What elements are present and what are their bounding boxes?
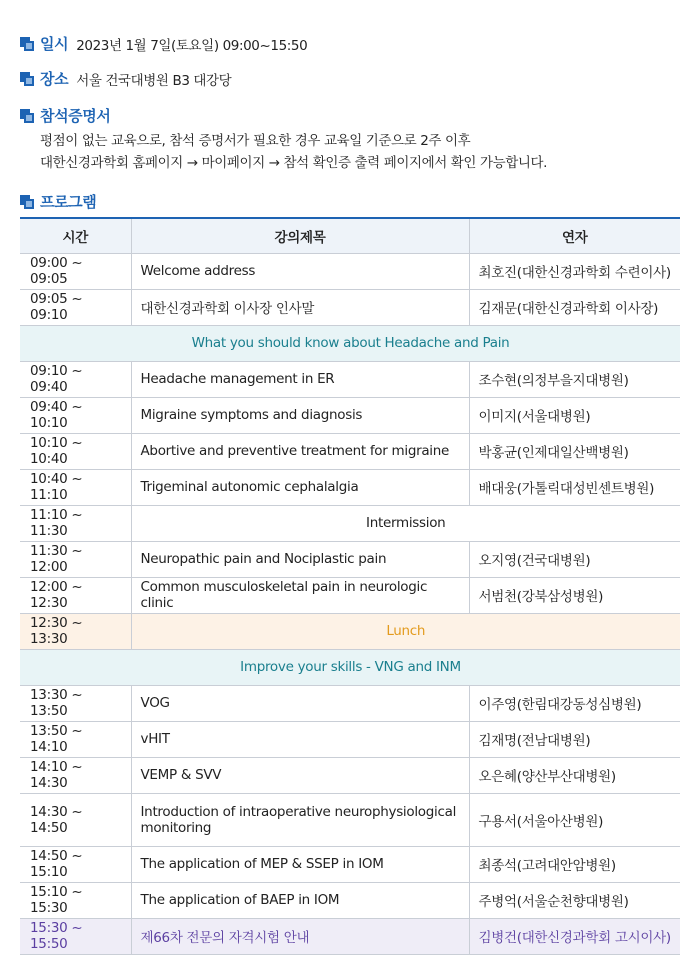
program-heading: [20, 191, 104, 212]
table-row: [20, 613, 680, 649]
lecture-title-cell: Abortive and preventive treatment for migraine: [131, 433, 469, 469]
speaker-cell: 배대웅(가톨릭대성빈센트병원): [469, 469, 680, 505]
speaker-cell: 이미지(서울대병원): [469, 397, 680, 433]
lecture-title-cell: VOG: [131, 685, 469, 721]
lecture-title-cell: Headache management in ER: [131, 361, 469, 397]
lecture-title-cell: Trigeminal autonomic cephalalgia: [131, 469, 469, 505]
speaker-cell: 박홍균(인제대일산백병원): [469, 433, 680, 469]
table-row: [20, 882, 680, 918]
table-row: [20, 757, 680, 793]
time-cell: 14:50 ~ 15:10: [20, 846, 131, 882]
time-cell: 15:10 ~ 15:30: [20, 882, 131, 918]
speaker-cell: 오지영(건국대병원): [469, 541, 680, 577]
speaker-cell: 이주영(한림대강동성심병원): [469, 685, 680, 721]
speaker-cell: 서범천(강북삼성병원): [469, 577, 680, 613]
venue-value: 서울 건국대병원 B3 대강당: [76, 72, 232, 89]
speaker-cell: 최호진(대한신경과학회 수련이사): [469, 253, 680, 289]
lecture-title-cell: Welcome address: [131, 253, 469, 289]
lecture-title-cell: Lunch: [131, 613, 680, 649]
certificate-line-2: 대한신경과학회 홈페이지 → 마이페이지 → 참석 확인증 출력 페이지에서 확인 가능합니다.: [40, 155, 548, 171]
table-row: [20, 846, 680, 882]
certificate-heading: [20, 105, 118, 126]
table-row: [20, 541, 680, 577]
certificate-line-1: 평점이 없는 교육으로, 참석 증명서가 필요한 경우 교육일 기준으로 2주 이후: [40, 133, 471, 149]
table-row: [20, 685, 680, 721]
table-row: [20, 577, 680, 613]
speaker-cell: 오은혜(양산부산대병원): [469, 757, 680, 793]
time-cell: 10:10 ~ 10:40: [20, 433, 131, 469]
time-cell: 13:30 ~ 13:50: [20, 685, 131, 721]
time-cell: 12:30 ~ 13:30: [20, 613, 131, 649]
lecture-title-cell: 제66차 전문의 자격시험 안내: [131, 918, 469, 954]
datetime-value: 2023년 1월 7일(토요일) 09:00~15:50: [76, 37, 308, 54]
program-table: [20, 217, 680, 955]
lecture-title-cell: Common musculoskeletal pain in neurologic clinic: [131, 577, 469, 613]
table-row: [20, 397, 680, 433]
lecture-title-cell: Introduction of intraoperative neurophysiological monitoring: [131, 793, 469, 846]
program-label: 프로그램: [40, 193, 97, 211]
header-time: 시간: [20, 218, 131, 253]
table-row: [20, 289, 680, 325]
section-row: [20, 649, 680, 685]
table-row: [20, 793, 680, 846]
program-table-body: [20, 253, 680, 954]
header-speaker: 연자: [469, 218, 680, 253]
time-cell: 14:10 ~ 14:30: [20, 757, 131, 793]
time-cell: 09:40 ~ 10:10: [20, 397, 131, 433]
speaker-cell: 김재문(대한신경과학회 이사장): [469, 289, 680, 325]
table-row: [20, 361, 680, 397]
speaker-cell: 최종석(고려대안암병원): [469, 846, 680, 882]
lecture-title-cell: vHIT: [131, 721, 469, 757]
section-title: Improve your skills - VNG and INM: [20, 649, 680, 685]
lecture-title-cell: 대한신경과학회 이사장 인사말: [131, 289, 469, 325]
datetime-line: [20, 33, 307, 54]
time-cell: 13:50 ~ 14:10: [20, 721, 131, 757]
section-row: [20, 325, 680, 361]
lecture-title-cell: The application of MEP & SSEP in IOM: [131, 846, 469, 882]
section-title: What you should know about Headache and Pain: [20, 325, 680, 361]
lecture-title-cell: Migraine symptoms and diagnosis: [131, 397, 469, 433]
speaker-cell: 주병억(서울순천향대병원): [469, 882, 680, 918]
datetime-label: 일시: [40, 35, 69, 53]
time-cell: 09:10 ~ 09:40: [20, 361, 131, 397]
time-cell: 11:30 ~ 12:00: [20, 541, 131, 577]
header-title: 강의제목: [131, 218, 469, 253]
table-row: [20, 918, 680, 954]
time-cell: 14:30 ~ 14:50: [20, 793, 131, 846]
lecture-title-cell: Neuropathic pain and Nociplastic pain: [131, 541, 469, 577]
section-bullet-icon: [20, 37, 34, 51]
time-cell: 11:10 ~ 11:30: [20, 505, 131, 541]
time-cell: 12:00 ~ 12:30: [20, 577, 131, 613]
lecture-title-cell: The application of BAEP in IOM: [131, 882, 469, 918]
speaker-cell: 김병건(대한신경과학회 고시이사): [469, 918, 680, 954]
table-header-row: [20, 218, 680, 253]
table-row: [20, 253, 680, 289]
table-row: [20, 505, 680, 541]
section-bullet-icon: [20, 195, 34, 209]
speaker-cell: 김재명(전남대병원): [469, 721, 680, 757]
lecture-title-cell: VEMP & SVV: [131, 757, 469, 793]
certificate-text: [40, 130, 547, 174]
time-cell: 10:40 ~ 11:10: [20, 469, 131, 505]
section-bullet-icon: [20, 109, 34, 123]
table-row: [20, 721, 680, 757]
certificate-label: 참석증명서: [40, 107, 111, 125]
table-row: [20, 433, 680, 469]
section-bullet-icon: [20, 72, 34, 86]
time-cell: 15:30 ~ 15:50: [20, 918, 131, 954]
speaker-cell: 조수현(의정부을지대병원): [469, 361, 680, 397]
time-cell: 09:05 ~ 09:10: [20, 289, 131, 325]
table-row: [20, 469, 680, 505]
venue-line: [20, 68, 231, 89]
time-cell: 09:00 ~ 09:05: [20, 253, 131, 289]
speaker-cell: 구용서(서울아산병원): [469, 793, 680, 846]
lecture-title-cell: Intermission: [131, 505, 680, 541]
venue-label: 장소: [40, 70, 69, 88]
